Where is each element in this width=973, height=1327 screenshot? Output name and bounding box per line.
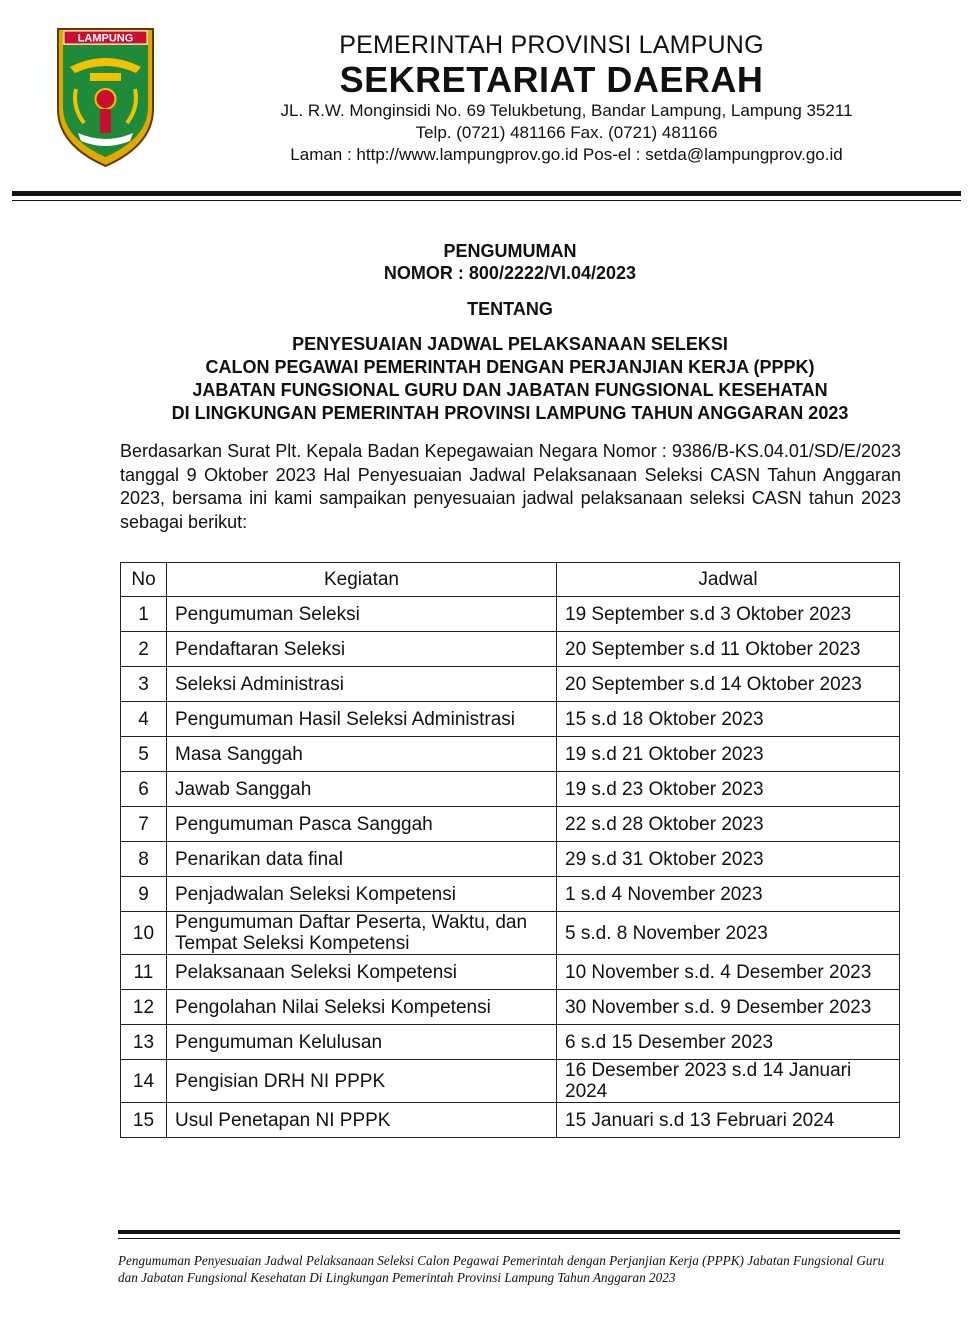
row-no: 5 xyxy=(121,737,167,772)
office-address: JL. R.W. Monginsidi No. 69 Telukbetung, Bandar Lampung, Lampung 35211 xyxy=(280,101,853,120)
table-row xyxy=(121,990,900,1025)
announcement-subject xyxy=(120,333,900,425)
table-row xyxy=(121,1060,900,1103)
row-schedule: 15 s.d 18 Oktober 2023 xyxy=(557,702,900,737)
table-row xyxy=(121,702,900,737)
table-row xyxy=(121,877,900,912)
row-schedule: 19 s.d 23 Oktober 2023 xyxy=(557,772,900,807)
row-no: 14 xyxy=(121,1060,167,1103)
row-activity: Usul Penetapan NI PPPK xyxy=(167,1103,557,1138)
table-header-row xyxy=(121,563,900,597)
announcement-about: TENTANG xyxy=(467,299,553,319)
letterhead-divider xyxy=(12,191,961,196)
row-schedule: 16 Desember 2023 s.d 14 Januari 2024 xyxy=(557,1060,900,1103)
row-schedule: 5 s.d. 8 November 2023 xyxy=(557,912,900,955)
announcement-number: NOMOR : 800/2222/VI.04/2023 xyxy=(383,263,637,283)
schedule-table xyxy=(120,562,900,1138)
letterhead xyxy=(180,30,933,166)
logo-text: LAMPUNG xyxy=(77,32,134,45)
row-activity: Penjadwalan Seleksi Kompetensi xyxy=(167,877,557,912)
letterhead-divider-thin xyxy=(12,200,961,201)
table-row xyxy=(121,955,900,990)
footer-divider-thin xyxy=(118,1238,900,1239)
government-name: PEMERINTAH PROVINSI LAMPUNG xyxy=(339,31,764,59)
table-row xyxy=(121,807,900,842)
row-activity: Pengumuman Daftar Peserta, Waktu, dan Tempat Seleksi Kompetensi xyxy=(167,912,557,955)
row-no: 10 xyxy=(121,912,167,955)
row-schedule: 19 September s.d 3 Oktober 2023 xyxy=(557,597,900,632)
table-row xyxy=(121,1025,900,1060)
row-activity: Pengisian DRH NI PPPK xyxy=(167,1060,557,1103)
row-activity: Seleksi Administrasi xyxy=(167,667,557,702)
table-row xyxy=(121,842,900,877)
announcement-heading: PENGUMUMAN xyxy=(443,241,577,261)
row-no: 3 xyxy=(121,667,167,702)
footer-note: Pengumuman Penyesuaian Jadwal Pelaksanaan Seleksi Calon Pegawai Pemerintah dengan Perjanjian Kerja (PPPK) Jabatan Fungsional Guru dan Jabatan Fungsional Kesehatan Di Lingkungan Pemerintah Provinsi Lampung Tahun Anggaran 2023 xyxy=(118,1253,885,1285)
table-row xyxy=(121,912,900,955)
row-schedule: 20 September s.d 14 Oktober 2023 xyxy=(557,667,900,702)
subject-line: CALON PEGAWAI PEMERINTAH DENGAN PERJANJIAN KERJA (PPPK) xyxy=(205,357,815,377)
header-no: No xyxy=(121,563,167,597)
row-schedule: 30 November s.d. 9 Desember 2023 xyxy=(557,990,900,1025)
office-web-email: Laman : http://www.lampungprov.go.id Pos-el : setda@lampungprov.go.id xyxy=(290,145,843,164)
lampung-emblem-logo xyxy=(56,27,155,168)
row-no: 9 xyxy=(121,877,167,912)
table-row xyxy=(121,1103,900,1138)
office-phone: Telp. (0721) 481166 Fax. (0721) 481166 xyxy=(415,123,718,142)
row-no: 12 xyxy=(121,990,167,1025)
office-name: SEKRETARIAT DAERAH xyxy=(339,59,764,100)
header-activity: Kegiatan xyxy=(167,563,557,597)
row-activity: Jawab Sanggah xyxy=(167,772,557,807)
row-schedule: 19 s.d 21 Oktober 2023 xyxy=(557,737,900,772)
row-no: 11 xyxy=(121,955,167,990)
row-no: 15 xyxy=(121,1103,167,1138)
row-schedule: 22 s.d 28 Oktober 2023 xyxy=(557,807,900,842)
table-row xyxy=(121,632,900,667)
row-activity: Penarikan data final xyxy=(167,842,557,877)
table-row xyxy=(121,772,900,807)
row-no: 13 xyxy=(121,1025,167,1060)
row-no: 6 xyxy=(121,772,167,807)
row-activity: Masa Sanggah xyxy=(167,737,557,772)
row-schedule: 1 s.d 4 November 2023 xyxy=(557,877,900,912)
row-schedule: 6 s.d 15 Desember 2023 xyxy=(557,1025,900,1060)
table-row xyxy=(121,667,900,702)
row-schedule: 10 November s.d. 4 Desember 2023 xyxy=(557,955,900,990)
announcement-titles xyxy=(120,240,900,425)
row-no: 1 xyxy=(121,597,167,632)
intro-paragraph: Berdasarkan Surat Plt. Kepala Badan Kepegawaian Negara Nomor : 9386/B-KS.04.01/SD/E/2023 tanggal 9 Oktober 2023 Hal Penyesuaian Jadwal Pelaksanaan Seleksi CASN Tahun Anggaran 2023, bersama ini kami sampaikan penyesuaian jadwal pelaksanaan seleksi CASN tahun 2023 sebagai berikut: xyxy=(120,441,901,532)
row-activity: Pelaksanaan Seleksi Kompetensi xyxy=(167,955,557,990)
row-schedule: 15 Januari s.d 13 Februari 2024 xyxy=(557,1103,900,1138)
row-no: 4 xyxy=(121,702,167,737)
row-activity: Pendaftaran Seleksi xyxy=(167,632,557,667)
row-activity: Pengolahan Nilai Seleksi Kompetensi xyxy=(167,990,557,1025)
table-row xyxy=(121,737,900,772)
row-no: 8 xyxy=(121,842,167,877)
header-schedule: Jadwal xyxy=(557,563,900,597)
row-schedule: 29 s.d 31 Oktober 2023 xyxy=(557,842,900,877)
subject-line: JABATAN FUNGSIONAL GURU DAN JABATAN FUNGSIONAL KESEHATAN xyxy=(192,380,828,400)
row-schedule: 20 September s.d 11 Oktober 2023 xyxy=(557,632,900,667)
row-no: 7 xyxy=(121,807,167,842)
row-activity: Pengumuman Pasca Sanggah xyxy=(167,807,557,842)
row-no: 2 xyxy=(121,632,167,667)
row-activity: Pengumuman Seleksi xyxy=(167,597,557,632)
row-activity: Pengumuman Kelulusan xyxy=(167,1025,557,1060)
subject-line: PENYESUAIAN JADWAL PELAKSANAAN SELEKSI xyxy=(292,334,728,354)
table-row xyxy=(121,597,900,632)
subject-line: DI LINGKUNGAN PEMERINTAH PROVINSI LAMPUNG TAHUN ANGGARAN 2023 xyxy=(171,403,849,423)
footer-divider xyxy=(118,1230,900,1234)
row-activity: Pengumuman Hasil Seleksi Administrasi xyxy=(167,702,557,737)
